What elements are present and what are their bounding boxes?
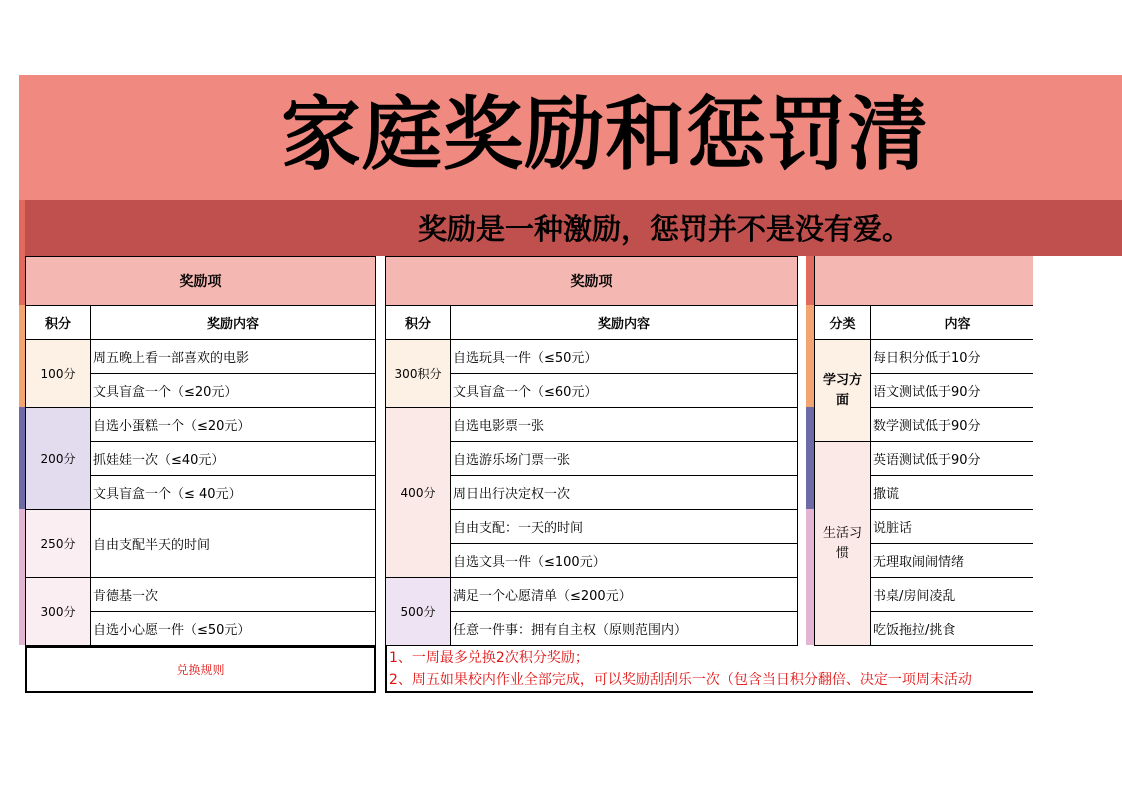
- punish-item: 数学测试低于90分: [870, 407, 1033, 441]
- reward-item: 周日出行决定权一次: [450, 475, 797, 509]
- reward-item: 任意一件事：拥有自主权（原则范围内）: [450, 611, 797, 645]
- punish-header: [814, 256, 1033, 305]
- subtitle-band: [25, 200, 1122, 256]
- reward-punish-table: [25, 256, 1033, 696]
- category-cell: [814, 441, 870, 645]
- reward-item: 自选电影票一张: [450, 407, 797, 441]
- category-label: 学习方面: [822, 372, 862, 408]
- reward-item: 文具盲盒一个（≤ 40元）: [90, 475, 375, 509]
- category-cell: [814, 339, 870, 441]
- rule-line: 2、周五如果校内作业全部完成，可以奖励刮刮乐一次（包含当日积分翻倍、决定一项周末活动: [389, 672, 972, 688]
- table-right-border: [375, 256, 376, 646]
- punish-item: 说脏话: [870, 509, 1033, 543]
- rule-line: 1、一周最多兑换2次积分奖励；: [389, 650, 589, 666]
- table-right-border: [797, 256, 798, 646]
- reward-header-right: 奖励项: [385, 256, 797, 305]
- reward-item: 满足一个心愿清单（≤200元）: [450, 577, 797, 611]
- col-points-right: 积分: [385, 305, 450, 339]
- col-points-left: 积分: [25, 305, 90, 339]
- reward-header-left: 奖励项: [25, 256, 375, 305]
- punish-item: 无理取闹闹情绪: [870, 543, 1033, 577]
- rules-label-box: [25, 646, 376, 693]
- punish-item: 吃饭拖拉/挑食: [870, 611, 1033, 645]
- points-cell: 100分: [25, 339, 90, 407]
- points-cell: 400分: [385, 407, 450, 577]
- points-cell: 300积分: [385, 339, 450, 407]
- reward-item: 自由支配：一天的时间: [450, 509, 797, 543]
- page-subtitle: 奖励是一种激励，惩罚并不是没有爱。: [418, 212, 912, 246]
- punish-item: 每日积分低于10分: [870, 339, 1033, 373]
- punish-item: 语文测试低于90分: [870, 373, 1033, 407]
- points-cell: 250分: [25, 509, 90, 577]
- col-content-punish: 内容: [870, 305, 1033, 339]
- reward-item: 自由支配半天的时间: [90, 509, 375, 577]
- page-title: 家庭奖励和惩罚清: [281, 88, 929, 181]
- reward-item: 自选小蛋糕一个（≤20元）: [90, 407, 375, 441]
- reward-item: 肯德基一次: [90, 577, 375, 611]
- col-content-left: 奖励内容: [90, 305, 375, 339]
- rules-label: 兑换规则: [176, 663, 225, 677]
- points-cell: 200分: [25, 407, 90, 509]
- reward-item: 自选玩具一件（≤50元）: [450, 339, 797, 373]
- reward-item: 文具盲盒一个（≤20元）: [90, 373, 375, 407]
- reward-item: 抓娃娃一次（≤40元）: [90, 441, 375, 475]
- reward-item: 自选游乐场门票一张: [450, 441, 797, 475]
- reward-item: 文具盲盒一个（≤60元）: [450, 373, 797, 407]
- col-content-right: 奖励内容: [450, 305, 797, 339]
- punish-item: 书桌/房间凌乱: [870, 577, 1033, 611]
- reward-item: 周五晚上看一部喜欢的电影: [90, 339, 375, 373]
- title-band: [19, 75, 1122, 200]
- reward-item: 自选文具一件（≤100元）: [450, 543, 797, 577]
- category-label: 生活习惯: [822, 525, 862, 561]
- reward-item: 自选小心愿一件（≤50元）: [90, 611, 375, 645]
- col-category: 分类: [814, 305, 870, 339]
- punish-item: 撒谎: [870, 475, 1033, 509]
- punish-item: 英语测试低于90分: [870, 441, 1033, 475]
- points-cell: 300分: [25, 577, 90, 645]
- rules-box: [385, 646, 1033, 693]
- points-cell: 500分: [385, 577, 450, 645]
